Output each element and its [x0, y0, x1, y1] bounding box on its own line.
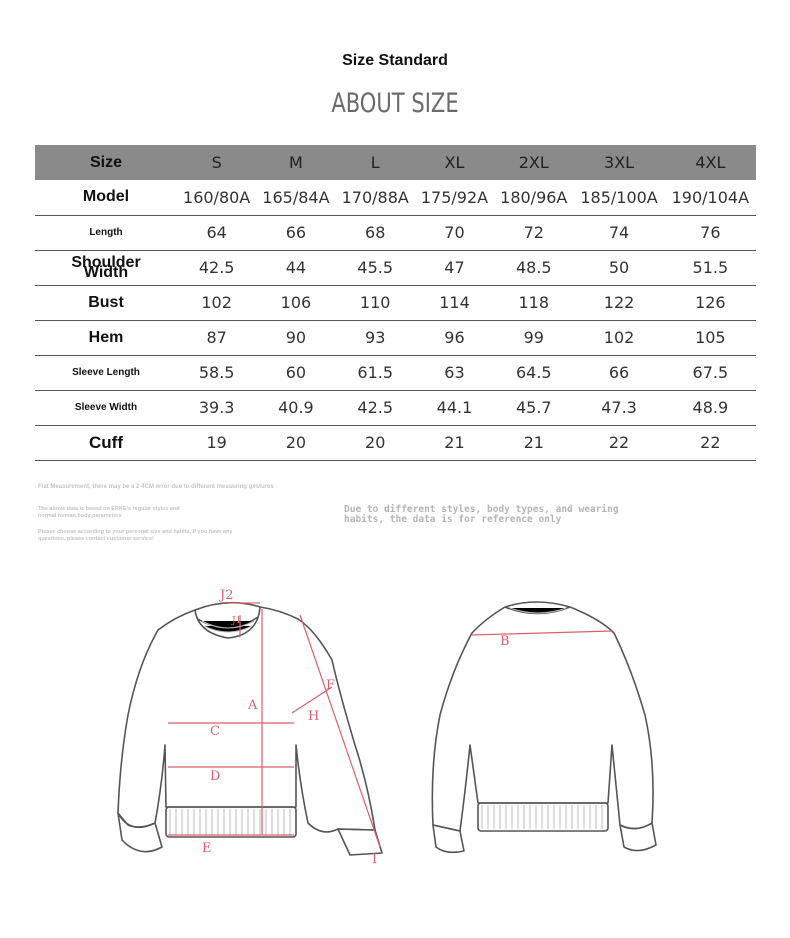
label-c: C [210, 724, 220, 739]
front-rib-texture [170, 621, 290, 835]
table-cell: 20 [365, 433, 386, 452]
table-cell: 87 [206, 328, 227, 347]
table-cell: 61.5 [357, 363, 394, 382]
row-label-sleeve-length: Sleeve Length [72, 366, 140, 378]
table-cell: 126 [695, 293, 726, 312]
page-title: Size Standard [342, 52, 448, 69]
table-cell: 42.5 [198, 258, 235, 277]
label-b: B [500, 634, 510, 649]
table-cell: 110 [359, 293, 391, 312]
table-cell: 47 [444, 258, 465, 277]
table-cell: 76 [700, 223, 721, 242]
table-cell: 102 [603, 328, 635, 347]
table-cell: 51.5 [692, 258, 729, 277]
table-row [35, 390, 756, 425]
table-cell: 20 [285, 433, 307, 452]
table-row [35, 425, 756, 460]
size-col-xl: XL [444, 153, 465, 172]
table-cell: 74 [608, 223, 630, 242]
back-sweatshirt-sketch [432, 602, 656, 852]
row-label-model: Model [82, 188, 130, 206]
table-row [35, 180, 756, 215]
row-label-length: Length [89, 226, 123, 238]
table-row [35, 285, 756, 320]
table-cell: 39.3 [198, 398, 235, 417]
table-cell: 45.5 [357, 258, 394, 277]
back-measurement-lines [472, 631, 612, 635]
label-i: I [372, 852, 378, 867]
table-cell: 40.9 [278, 398, 314, 417]
table-cell: 48.9 [692, 398, 729, 417]
table-row [35, 250, 756, 285]
size-col-l: L [370, 153, 380, 172]
table-cell: 64 [206, 223, 227, 242]
label-j1: J1 [232, 616, 242, 626]
table-cell: 72 [523, 223, 544, 242]
table-cell: 102 [201, 293, 232, 312]
sweatshirt-measurement-diagram [100, 585, 680, 875]
table-cell: 42.5 [357, 398, 394, 417]
label-h: H [308, 709, 320, 724]
row-label-cuff: Cuff [89, 432, 123, 452]
table-cell: 190/104A [671, 187, 750, 207]
table-cell: 22 [608, 433, 630, 452]
label-j2: J2 [220, 588, 234, 603]
table-cell: 50 [608, 258, 630, 277]
table-cell: 58.5 [198, 363, 235, 382]
table-cell: 21 [523, 433, 544, 452]
table-cell: 118 [518, 293, 550, 312]
back-measurement-labels [500, 634, 510, 649]
table-cell: 175/92A [420, 187, 489, 207]
size-header-row [35, 145, 756, 180]
table-cell: 19 [206, 433, 227, 452]
table-cell: 68 [365, 223, 386, 242]
data-basis-note: The above data is based on ERKE's regular styles and normal human body parameters [38, 506, 180, 519]
row-label-sleeve-width: Sleeve Width [74, 401, 138, 413]
row-label-shoulder-width: Shoulder Width [71, 253, 141, 281]
table-cell: 44 [285, 258, 307, 277]
label-a: A [248, 698, 258, 713]
front-sweatshirt-sketch [118, 603, 382, 855]
table-cell: 45.7 [515, 398, 552, 417]
table-cell: 106 [280, 293, 312, 312]
row-header-label: Size [89, 153, 122, 171]
row-label-bust: Bust [88, 293, 124, 311]
table-cell: 22 [700, 433, 721, 452]
row-label-hem: Hem [88, 328, 124, 346]
size-col-2xl: 2XL [518, 153, 549, 172]
table-cell: 170/88A [341, 187, 409, 207]
flat-measurement-note: Flat Measurement, there may be a 2-4CM error due to different measuring gestures [38, 484, 274, 490]
table-cell: 70 [444, 223, 465, 242]
table-cell: 66 [285, 223, 307, 242]
table-cell: 160/80A [183, 187, 251, 207]
size-table [35, 145, 756, 461]
table-row [35, 355, 756, 390]
table-cell: 66 [608, 363, 630, 382]
table-cell: 99 [523, 328, 544, 347]
table-cell: 60 [285, 363, 307, 382]
table-cell: 185/100A [580, 187, 658, 207]
table-cell: 44.1 [436, 398, 473, 417]
table-row [35, 320, 756, 355]
size-col-m: M [289, 153, 303, 172]
size-col-4xl: 4XL [695, 153, 726, 172]
label-e: E [202, 841, 212, 856]
table-cell: 90 [285, 328, 307, 347]
label-f: F [326, 678, 336, 693]
table-cell: 21 [444, 433, 465, 452]
table-cell: 93 [365, 328, 386, 347]
reference-note: Due to different styles, body types, and wearing habits, the data is for reference only [344, 504, 619, 525]
size-col-s: S [211, 153, 222, 172]
table-cell: 63 [444, 363, 465, 382]
table-cell: 67.5 [692, 363, 729, 382]
table-row [35, 215, 756, 250]
table-cell: 105 [695, 328, 726, 347]
table-cell: 64.5 [515, 363, 552, 382]
label-d: D [210, 769, 221, 784]
choose-advice-note: Please choose according to your personal size and habits, if you have any questions, please contact customer service! [38, 529, 233, 542]
table-cell: 96 [444, 328, 465, 347]
table-cell: 48.5 [515, 258, 552, 277]
page-subtitle: ABOUT SIZE [331, 88, 459, 119]
table-cell: 122 [603, 293, 635, 312]
size-col-3xl: 3XL [604, 153, 635, 172]
table-cell: 165/84A [262, 187, 330, 207]
table-cell: 47.3 [601, 398, 637, 417]
table-cell: 114 [439, 293, 470, 312]
table-cell: 180/96A [500, 187, 568, 207]
